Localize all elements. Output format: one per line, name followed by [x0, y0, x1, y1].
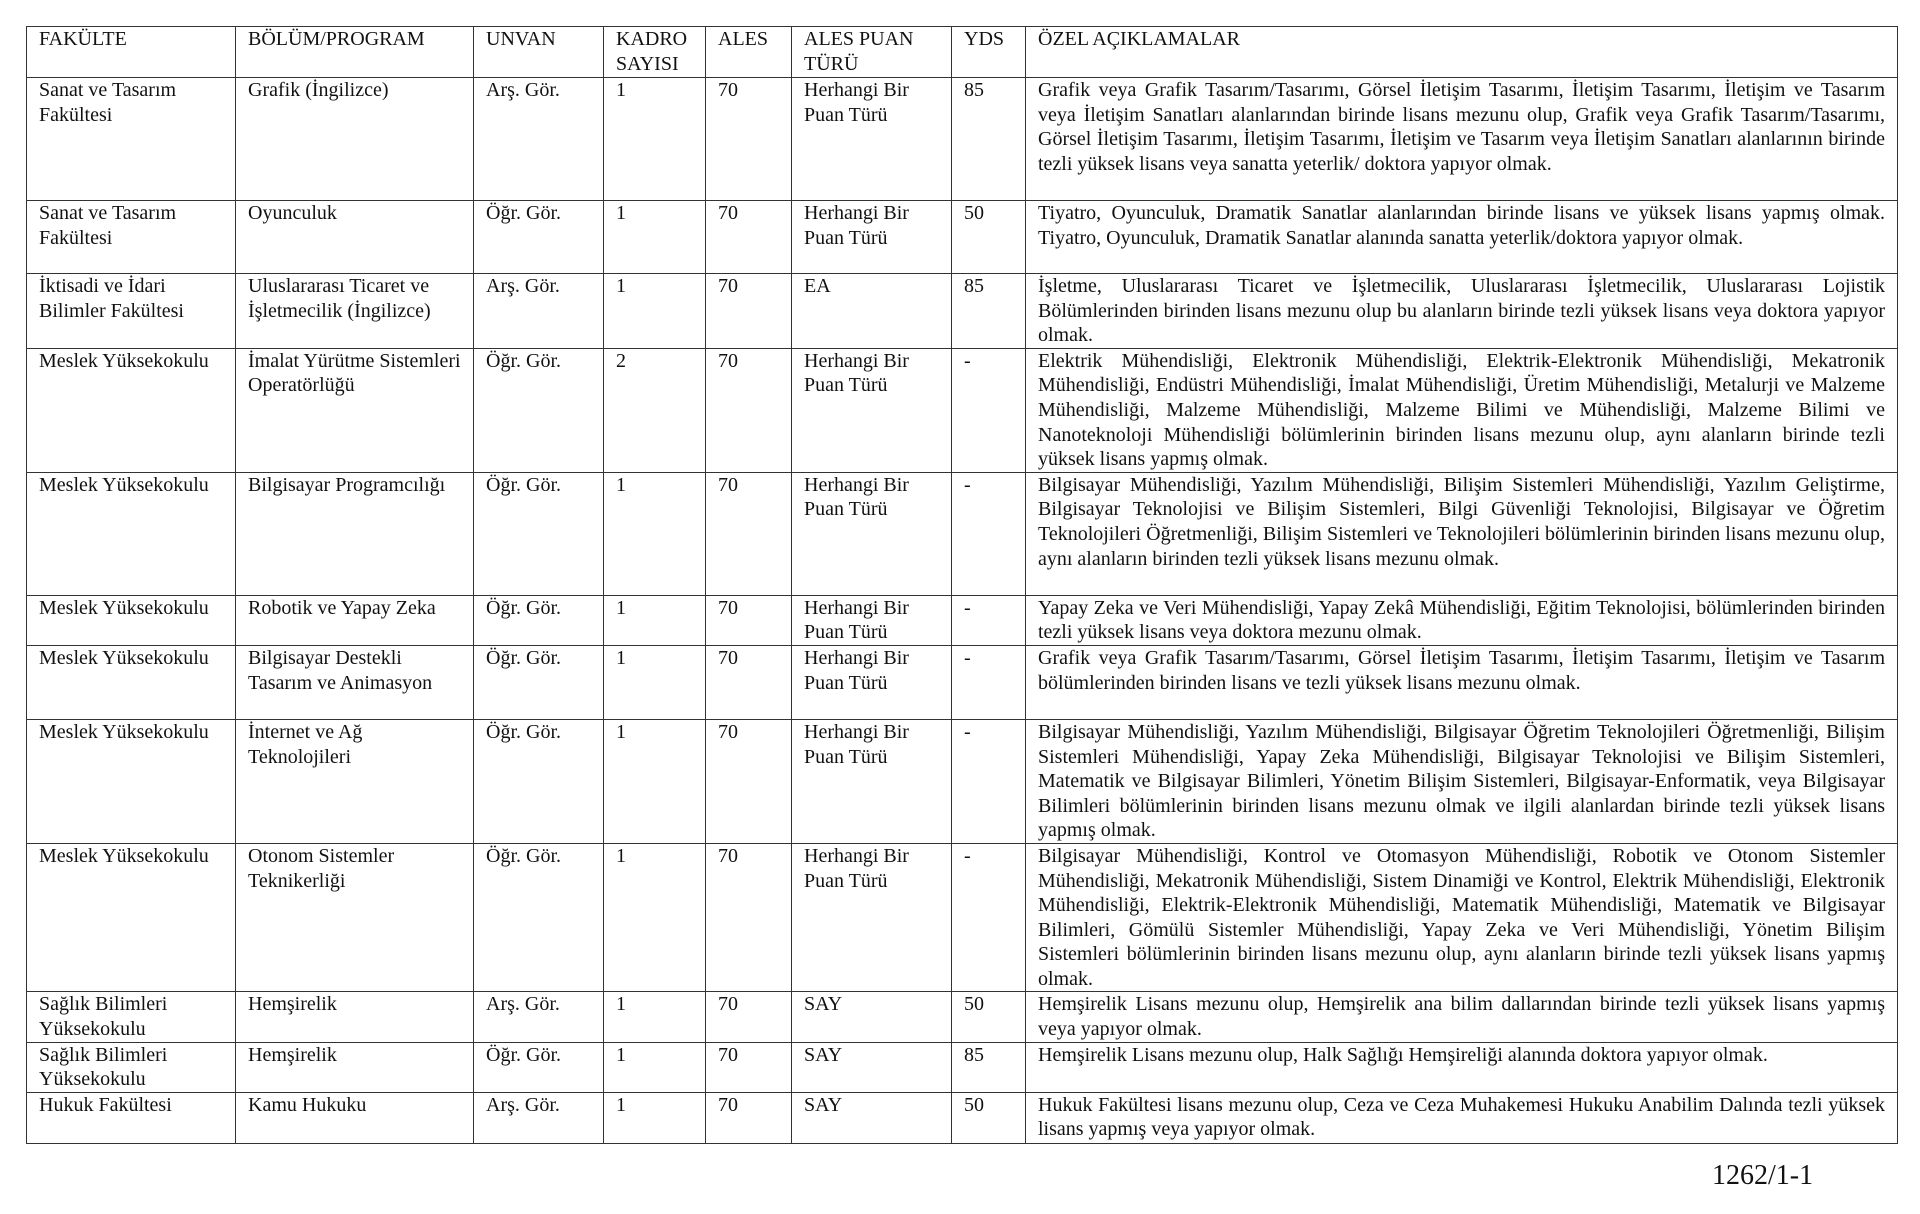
table-row	[27, 645, 1898, 719]
header-ales-score-type: ALES PUAN TÜRÜ	[792, 27, 952, 78]
table-row	[27, 348, 1898, 472]
cell-ales-score-type: EA	[792, 274, 952, 349]
cell-faculty: Meslek Yüksekokulu	[27, 843, 236, 992]
cell-ales: 70	[706, 472, 792, 595]
table-row	[27, 992, 1898, 1042]
cell-ales: 70	[706, 348, 792, 472]
cell-title: Arş. Gör.	[474, 274, 604, 349]
cell-ales: 70	[706, 274, 792, 349]
cell-yds: 85	[952, 1042, 1026, 1092]
cell-program: Robotik ve Yapay Zeka	[236, 595, 474, 645]
cell-yds: -	[952, 843, 1026, 992]
cell-ales: 70	[706, 595, 792, 645]
table-row	[27, 1042, 1898, 1092]
cell-title: Öğr. Gör.	[474, 843, 604, 992]
cell-yds: -	[952, 645, 1026, 719]
cell-program: Oyunculuk	[236, 201, 474, 274]
cell-program: Uluslararası Ticaret ve İşletmecilik (İngilizce)	[236, 274, 474, 349]
cell-ales: 70	[706, 1092, 792, 1143]
cell-faculty: Meslek Yüksekokulu	[27, 645, 236, 719]
cell-special-notes: Hemşirelik Lisans mezunu olup, Halk Sağlığı Hemşireliği alanında doktora yapıyor olmak.	[1026, 1042, 1898, 1092]
cell-quota: 1	[604, 201, 706, 274]
table-row	[27, 719, 1898, 843]
cell-quota: 1	[604, 1092, 706, 1143]
cell-yds: -	[952, 719, 1026, 843]
cell-yds: 85	[952, 274, 1026, 349]
cell-quota: 1	[604, 645, 706, 719]
page-number: 1262/1-1	[1712, 1160, 1814, 1191]
cell-ales: 70	[706, 78, 792, 201]
cell-faculty: Sanat ve Tasarım Fakültesi	[27, 201, 236, 274]
cell-special-notes: Elektrik Mühendisliği, Elektronik Mühendisliği, Elektrik-Elektronik Mühendisliği, Mekatronik Mühendisliği, Endüstri Mühendisliği, İmalat Mühendisliği, Üretim Mühendisliği, Metalurji ve Malzeme Mühendisliği, Malzeme Mühendisliği, Malzeme Bilimi ve Mühendisliği, Malzeme Bilimi ve Nanoteknoloji Mühendisliği bölümlerinin birinden lisans mezunu olup, aynı alanların birinde tezli yüksek lisans yapmış olmak.	[1026, 348, 1898, 472]
cell-special-notes: Bilgisayar Mühendisliği, Yazılım Mühendisliği, Bilişim Sistemleri Mühendisliği, Yazılım Geliştirme, Bilgisayar Teknolojisi ve Bilişim Sistemleri, Bilgi Güvenliği Teknolojisi, Bilgisayar ve Öğretim Teknolojileri Öğretmenliği, Bilişim Sistemleri ve Teknolojileri bölümlerinin birinden lisans mezunu olup, aynı alanların birinden tezli yüksek lisans mezunu olmak.	[1026, 472, 1898, 595]
cell-ales: 70	[706, 1042, 792, 1092]
cell-title: Öğr. Gör.	[474, 595, 604, 645]
cell-title: Öğr. Gör.	[474, 1042, 604, 1092]
cell-program: Bilgisayar Programcılığı	[236, 472, 474, 595]
table-row	[27, 843, 1898, 992]
cell-title: Arş. Gör.	[474, 78, 604, 201]
cell-program: Otonom Sistemler Teknikerliği	[236, 843, 474, 992]
cell-ales: 70	[706, 992, 792, 1042]
cell-faculty: Hukuk Fakültesi	[27, 1092, 236, 1143]
table-row	[27, 274, 1898, 349]
cell-title: Arş. Gör.	[474, 1092, 604, 1143]
header-ales: ALES	[706, 27, 792, 78]
table-header-row	[27, 27, 1898, 78]
cell-special-notes: Bilgisayar Mühendisliği, Kontrol ve Otomasyon Mühendisliği, Robotik ve Otonom Sistemler Mühendisliği, Mekatronik Mühendisliği, Sistem Dinamiği ve Kontrol, Elektrik Mühendisliği, Elektronik Mühendisliği, Elektrik-Elektronik Mühendisliği, Matematik Mühendisliği, Matematik ve Bilgisayar Bilimleri, Gömülü Sistemler Mühendisliği, Yapay Zeka ve Veri Mühendisliği, Yönetim Bilişim Sistemleri bölümlerinin birinden lisans mezunu olup, aynı alanların birinde tezli yüksek lisans yapmış olmak.	[1026, 843, 1898, 992]
cell-ales-score-type: SAY	[792, 1042, 952, 1092]
cell-program: İmalat Yürütme Sistemleri Operatörlüğü	[236, 348, 474, 472]
cell-quota: 2	[604, 348, 706, 472]
cell-program: Grafik (İngilizce)	[236, 78, 474, 201]
cell-quota: 1	[604, 595, 706, 645]
cell-title: Öğr. Gör.	[474, 472, 604, 595]
cell-yds: 50	[952, 201, 1026, 274]
cell-ales-score-type: Herhangi Bir Puan Türü	[792, 843, 952, 992]
cell-yds: 50	[952, 992, 1026, 1042]
cell-special-notes: Bilgisayar Mühendisliği, Yazılım Mühendisliği, Bilgisayar Öğretim Teknolojileri Öğretmenliği, Bilişim Sistemleri Mühendisliği, Yapay Zeka Mühendisliği, Bilgisayar Teknolojisi ve Bilişim Sistemleri, Matematik ve Bilgisayar Bilimleri, Yönetim Bilişim Sistemleri, Bilgisayar-Enformatik, veya Bilgisayar Bilimleri bölümlerinin birinden lisans mezunu olmak ve ilgili alanlardan birinde tezli yüksek lisans yapmış olmak.	[1026, 719, 1898, 843]
cell-ales-score-type: Herhangi Bir Puan Türü	[792, 472, 952, 595]
cell-ales-score-type: Herhangi Bir Puan Türü	[792, 719, 952, 843]
header-quota: KADRO SAYISI	[604, 27, 706, 78]
header-program: BÖLÜM/PROGRAM	[236, 27, 474, 78]
cell-faculty: Sanat ve Tasarım Fakültesi	[27, 78, 236, 201]
table-row	[27, 201, 1898, 274]
table-row	[27, 1092, 1898, 1143]
header-title: UNVAN	[474, 27, 604, 78]
cell-faculty: İktisadi ve İdari Bilimler Fakültesi	[27, 274, 236, 349]
table-row	[27, 595, 1898, 645]
cell-special-notes: İşletme, Uluslararası Ticaret ve İşletmecilik, Uluslararası İşletmecilik, Uluslararası Lojistik Bölümlerinden birinden lisans mezunu olup bu alanların birinde tezli yüksek lisans veya doktora yapıyor olmak.	[1026, 274, 1898, 349]
cell-ales-score-type: SAY	[792, 1092, 952, 1143]
header-special-notes: ÖZEL AÇIKLAMALAR	[1026, 27, 1898, 78]
cell-program: Bilgisayar Destekli Tasarım ve Animasyon	[236, 645, 474, 719]
cell-quota: 1	[604, 1042, 706, 1092]
cell-special-notes: Grafik veya Grafik Tasarım/Tasarımı, Görsel İletişim Tasarımı, İletişim Tasarımı, İletişim ve Tasarım bölümlerinden birinden lisans ve tezli yüksek lisans mezunu olmak.	[1026, 645, 1898, 719]
cell-faculty: Meslek Yüksekokulu	[27, 719, 236, 843]
cell-faculty: Meslek Yüksekokulu	[27, 348, 236, 472]
cell-program: Kamu Hukuku	[236, 1092, 474, 1143]
cell-special-notes: Hemşirelik Lisans mezunu olup, Hemşirelik ana bilim dallarından birinde tezli yüksek lisans yapmış veya yapıyor olmak.	[1026, 992, 1898, 1042]
cell-ales: 70	[706, 645, 792, 719]
table-row	[27, 78, 1898, 201]
cell-program: Hemşirelik	[236, 1042, 474, 1092]
cell-ales-score-type: Herhangi Bir Puan Türü	[792, 201, 952, 274]
cell-faculty: Meslek Yüksekokulu	[27, 595, 236, 645]
cell-program: İnternet ve Ağ Teknolojileri	[236, 719, 474, 843]
cell-yds: -	[952, 348, 1026, 472]
cell-faculty: Meslek Yüksekokulu	[27, 472, 236, 595]
cell-program: Hemşirelik	[236, 992, 474, 1042]
table-body	[27, 78, 1898, 1144]
cell-special-notes: Grafik veya Grafik Tasarım/Tasarımı, Görsel İletişim Tasarımı, İletişim Tasarımı, İletişim ve Tasarım veya İletişim Sanatları alanlarından birinde lisans mezunu olup, Grafik veya Grafik Tasarım/Tasarımı, Görsel İletişim Tasarımı, İletişim Tasarımı, İletişim ve Tasarım veya İletişim Sanatları alanlarının birinde tezli yüksek lisans veya sanatta yeterlik/ doktora yapıyor olmak.	[1026, 78, 1898, 201]
cell-yds: 85	[952, 78, 1026, 201]
cell-ales-score-type: Herhangi Bir Puan Türü	[792, 595, 952, 645]
cell-quota: 1	[604, 472, 706, 595]
cell-quota: 1	[604, 843, 706, 992]
table-row	[27, 472, 1898, 595]
cell-title: Arş. Gör.	[474, 992, 604, 1042]
cell-quota: 1	[604, 78, 706, 201]
cell-special-notes: Yapay Zeka ve Veri Mühendisliği, Yapay Zekâ Mühendisliği, Eğitim Teknolojisi, bölümlerinden birinden tezli yüksek lisans veya doktora mezunu olmak.	[1026, 595, 1898, 645]
cell-faculty: Sağlık Bilimleri Yüksekokulu	[27, 1042, 236, 1092]
cell-ales-score-type: Herhangi Bir Puan Türü	[792, 78, 952, 201]
cell-title: Öğr. Gör.	[474, 719, 604, 843]
cell-ales-score-type: Herhangi Bir Puan Türü	[792, 348, 952, 472]
header-faculty: FAKÜLTE	[27, 27, 236, 78]
cell-title: Öğr. Gör.	[474, 201, 604, 274]
cell-yds: -	[952, 472, 1026, 595]
cell-special-notes: Hukuk Fakültesi lisans mezunu olup, Ceza ve Ceza Muhakemesi Hukuku Anabilim Dalında tezli yüksek lisans yapmış veya yapıyor olmak.	[1026, 1092, 1898, 1143]
cell-quota: 1	[604, 719, 706, 843]
cell-title: Öğr. Gör.	[474, 348, 604, 472]
cell-yds: -	[952, 595, 1026, 645]
cell-ales-score-type: Herhangi Bir Puan Türü	[792, 645, 952, 719]
cell-ales-score-type: SAY	[792, 992, 952, 1042]
cell-special-notes: Tiyatro, Oyunculuk, Dramatik Sanatlar alanlarından birinde lisans ve yüksek lisans yapmış olmak. Tiyatro, Oyunculuk, Dramatik Sanatlar alanında sanatta yeterlik/doktora yapıyor olmak.	[1026, 201, 1898, 274]
cell-title: Öğr. Gör.	[474, 645, 604, 719]
positions-table	[26, 26, 1898, 1144]
cell-ales: 70	[706, 719, 792, 843]
cell-yds: 50	[952, 1092, 1026, 1143]
cell-ales: 70	[706, 843, 792, 992]
cell-ales: 70	[706, 201, 792, 274]
cell-quota: 1	[604, 992, 706, 1042]
header-yds: YDS	[952, 27, 1026, 78]
cell-faculty: Sağlık Bilimleri Yüksekokulu	[27, 992, 236, 1042]
cell-quota: 1	[604, 274, 706, 349]
